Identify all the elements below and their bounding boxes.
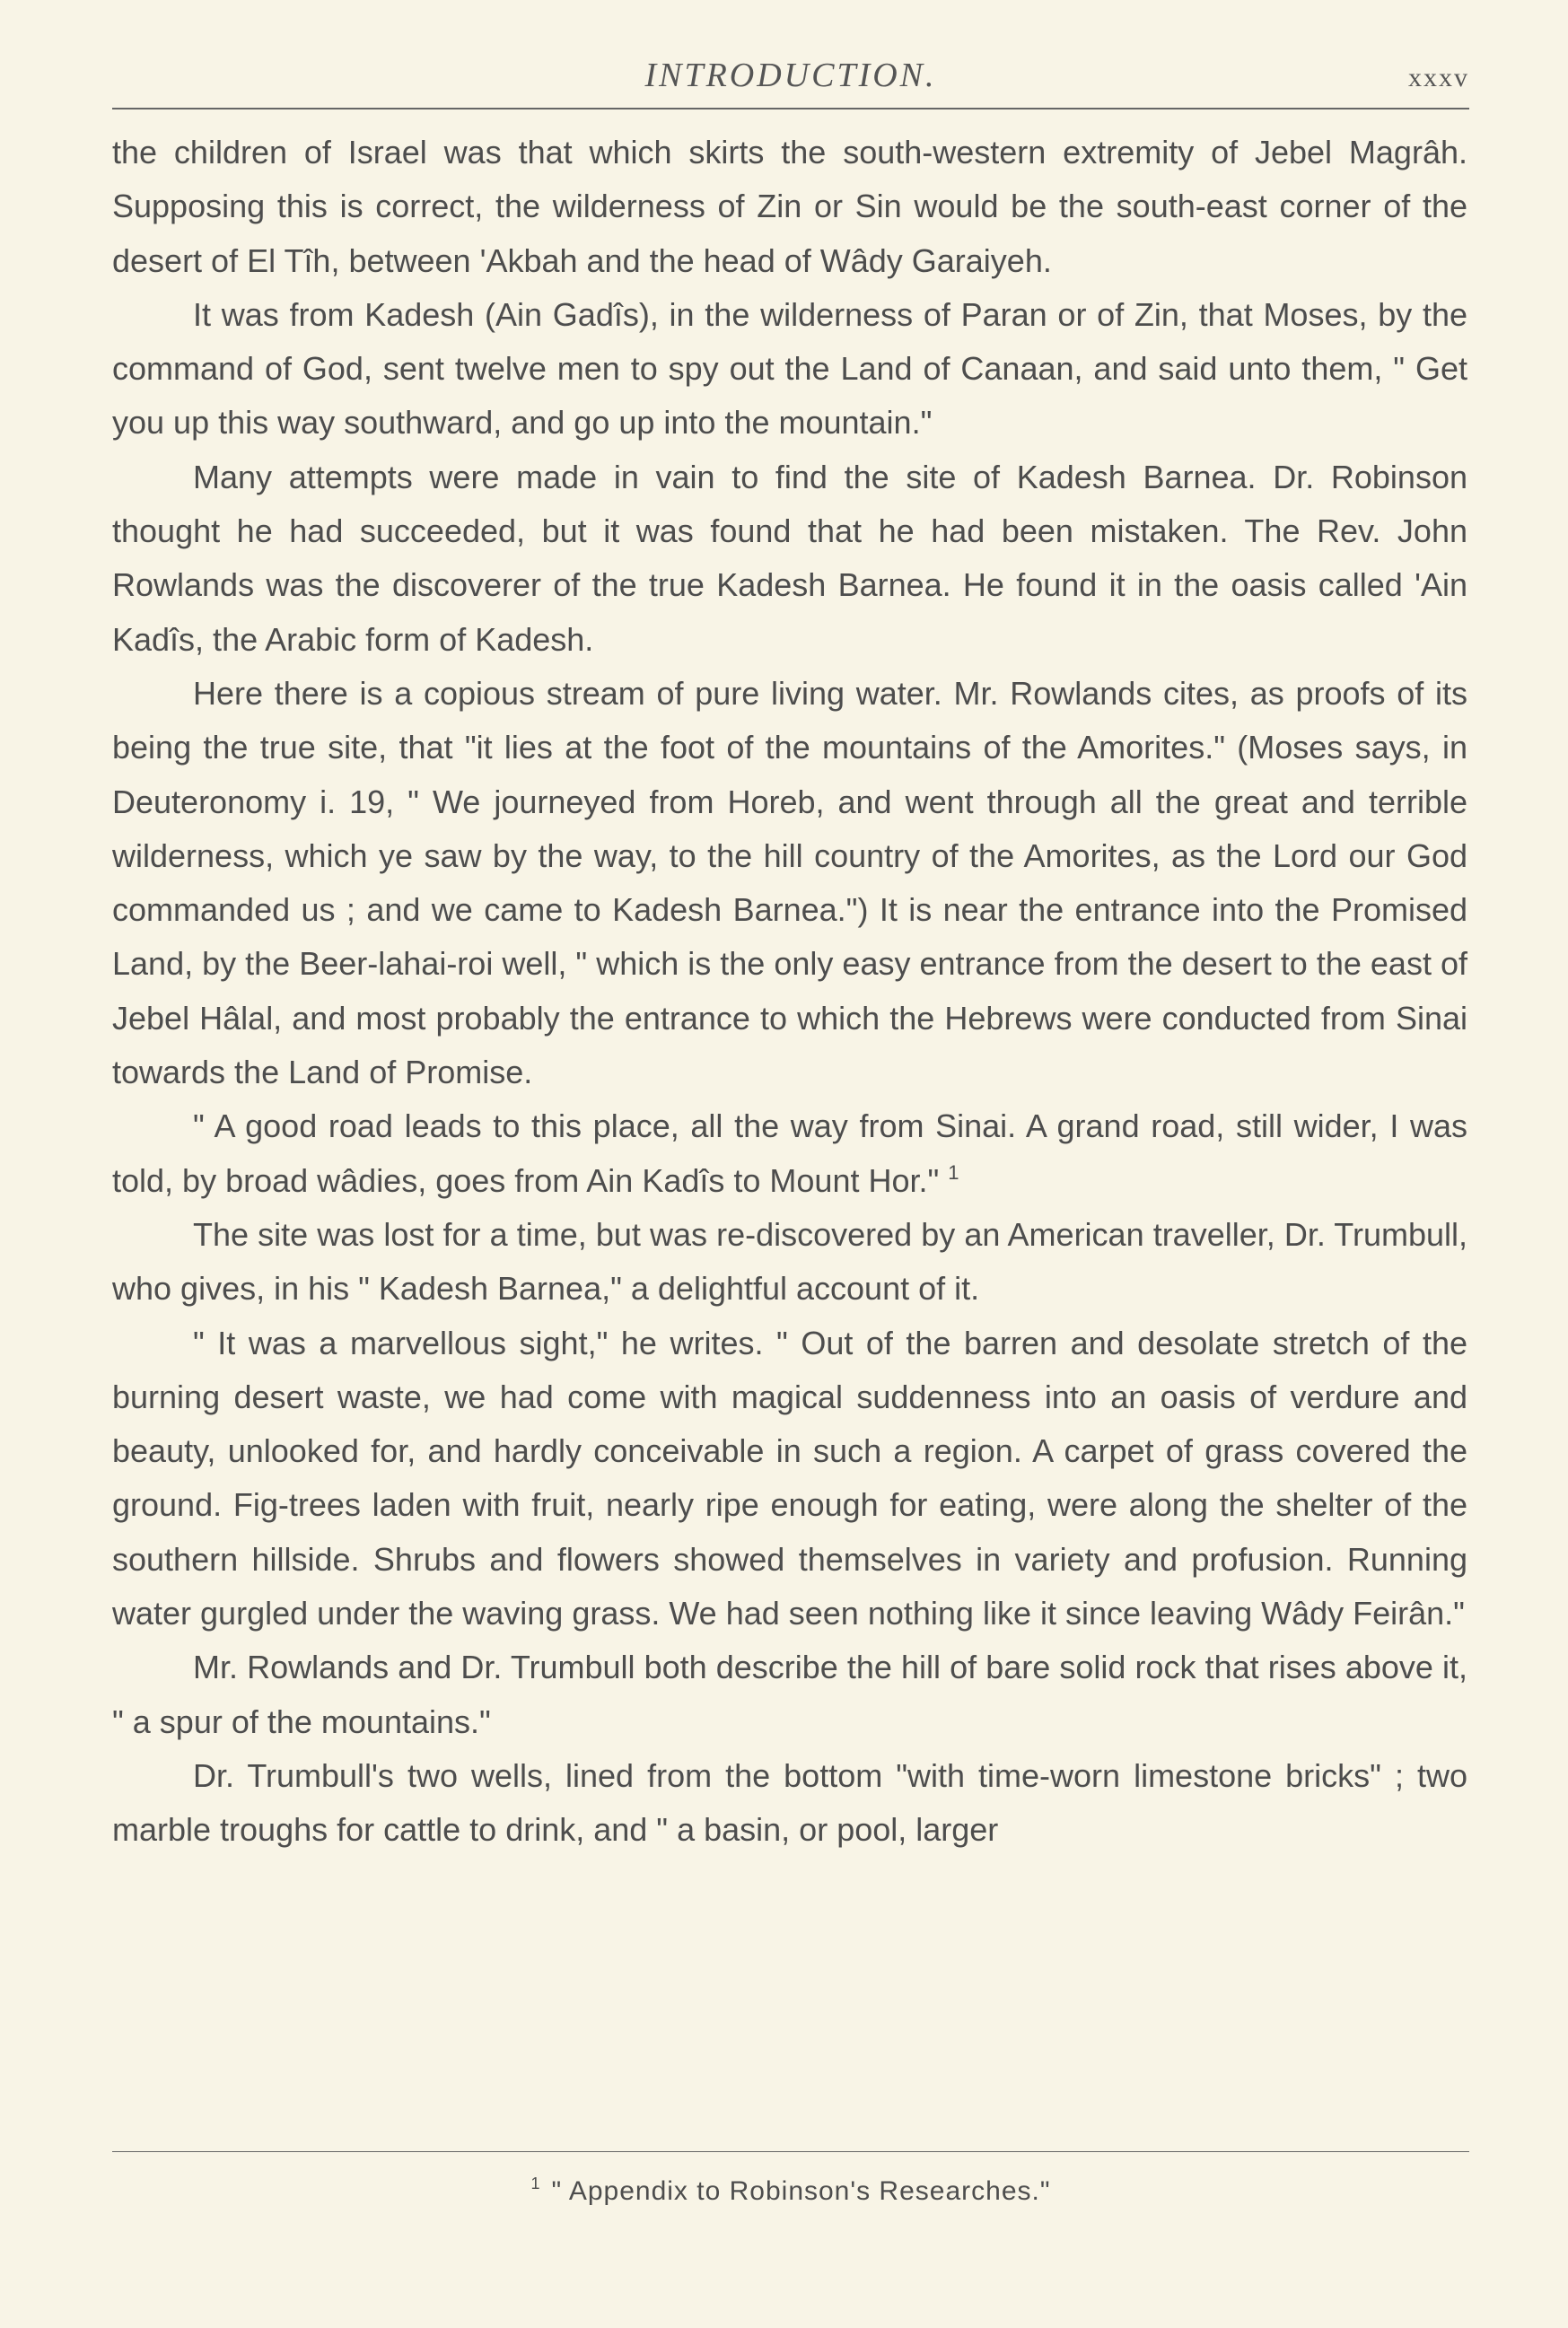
footnote-marker: 1 [530,2175,541,2192]
paragraph-1 [112,126,1467,288]
running-head [112,56,1469,101]
page-number: xxxv [1408,63,1469,92]
paragraph-5 [112,1099,1467,1208]
paragraph-text: It was from Kadesh (Ain Gadîs), in the wilderness of Paran or of Zin, that Moses, by the command of God, sent twelve men to spy out the Land of Canaan, and said unto them, " Get you up this way southward, and go up into the mountain." [112,295,1467,442]
footnote [112,2176,1469,2207]
paragraph-7 [112,1317,1467,1641]
paragraph-2 [112,288,1467,451]
body-text [112,126,1467,1858]
paragraph-6 [112,1208,1467,1317]
paragraph-text: Mr. Rowlands and Dr. Trumbull both describe the hill of bare solid rock that rises above it, " a spur of the mountains." [112,1649,1467,1740]
paragraph-text: " A good road leads to this place, all the way from Sinai. A grand road, still wider, I was told, by broad wâdies, goes from Ain Kadîs to Mount Hor." [112,1107,1467,1199]
paragraph-text: The site was lost for a time, but was re-discovered by an American traveller, Dr. Trumbull, who gives, in his " Kadesh Barnea," a delightful account of it. [112,1215,1467,1308]
paragraph-3 [112,451,1467,667]
paragraph-text: " It was a marvellous sight," he writes. " Out of the barren and desolate stretch of the burning desert waste, we had come with magical suddenness into an oasis of verdure and beauty, unlooked for, and hardly conceivable in such a region. A carpet of grass covered the ground. Fig-trees laden with fruit, nearly ripe enough for eating, were along the shelter of the southern hillside. Shrubs and flowers showed themselves in variety and profusion. Running water gurgled under the waving grass. We had seen nothing like it since leaving Wâdy Feirân." [112,1324,1467,1632]
footnote-reference[interactable]: 1 [948,1160,959,1184]
paragraph-text: Dr. Trumbull's two wells, lined from the bottom "with time-worn limestone bricks" ; two marble troughs for cattle to drink, and " a basin, or pool, larger [112,1756,1467,1849]
paragraph-text: Many attempts were made in vain to find the site of Kadesh Barnea. Dr. Robinson thought he had succeeded, but it was found that he had been mistaken. The Rev. John Rowlands was the discoverer of the true Kadesh Barnea. He found it in the oasis called 'Ain Kadîs, the Arabic form of Kadesh. [112,458,1467,658]
running-title: INTRODUCTION. [644,57,937,94]
footnote-rule [112,2151,1469,2152]
paragraph-4 [112,667,1467,1099]
header-rule [112,108,1469,109]
paragraph-9 [112,1749,1467,1858]
footnote-text: " Appendix to Robinson's Researches." [551,2176,1051,2206]
paragraph-8 [112,1641,1467,1749]
paragraph-text: the children of Israel was that which skirts the south-western extremity of Jebel Magrâh. Supposing this is correct, the wilderness of Zin or Sin would be the south-east corner of the desert of El Tîh, between 'Akbah and the head of Wâdy Garaiyeh. [112,134,1467,279]
paragraph-text: Here there is a copious stream of pure living water. Mr. Rowlands cites, as proofs of its being the true site, that "it lies at the foot of the mountains of the Amorites." (Moses says, in Deuteronomy i. 19, " We journeyed from Horeb, and went through all the great and terrible wilderness, which ye saw by the way, to the hill country of the Amorites, as the Lord our God commanded us ; and we came to Kadesh Barnea.") It is near the entrance into the Promised Land, by the Beer-lahai-roi well, " which is the only easy entrance from the desert to the east of Jebel Hâlal, and most probably the entrance to which the Hebrews were conducted from Sinai towards the Land of Promise. [112,674,1467,1091]
